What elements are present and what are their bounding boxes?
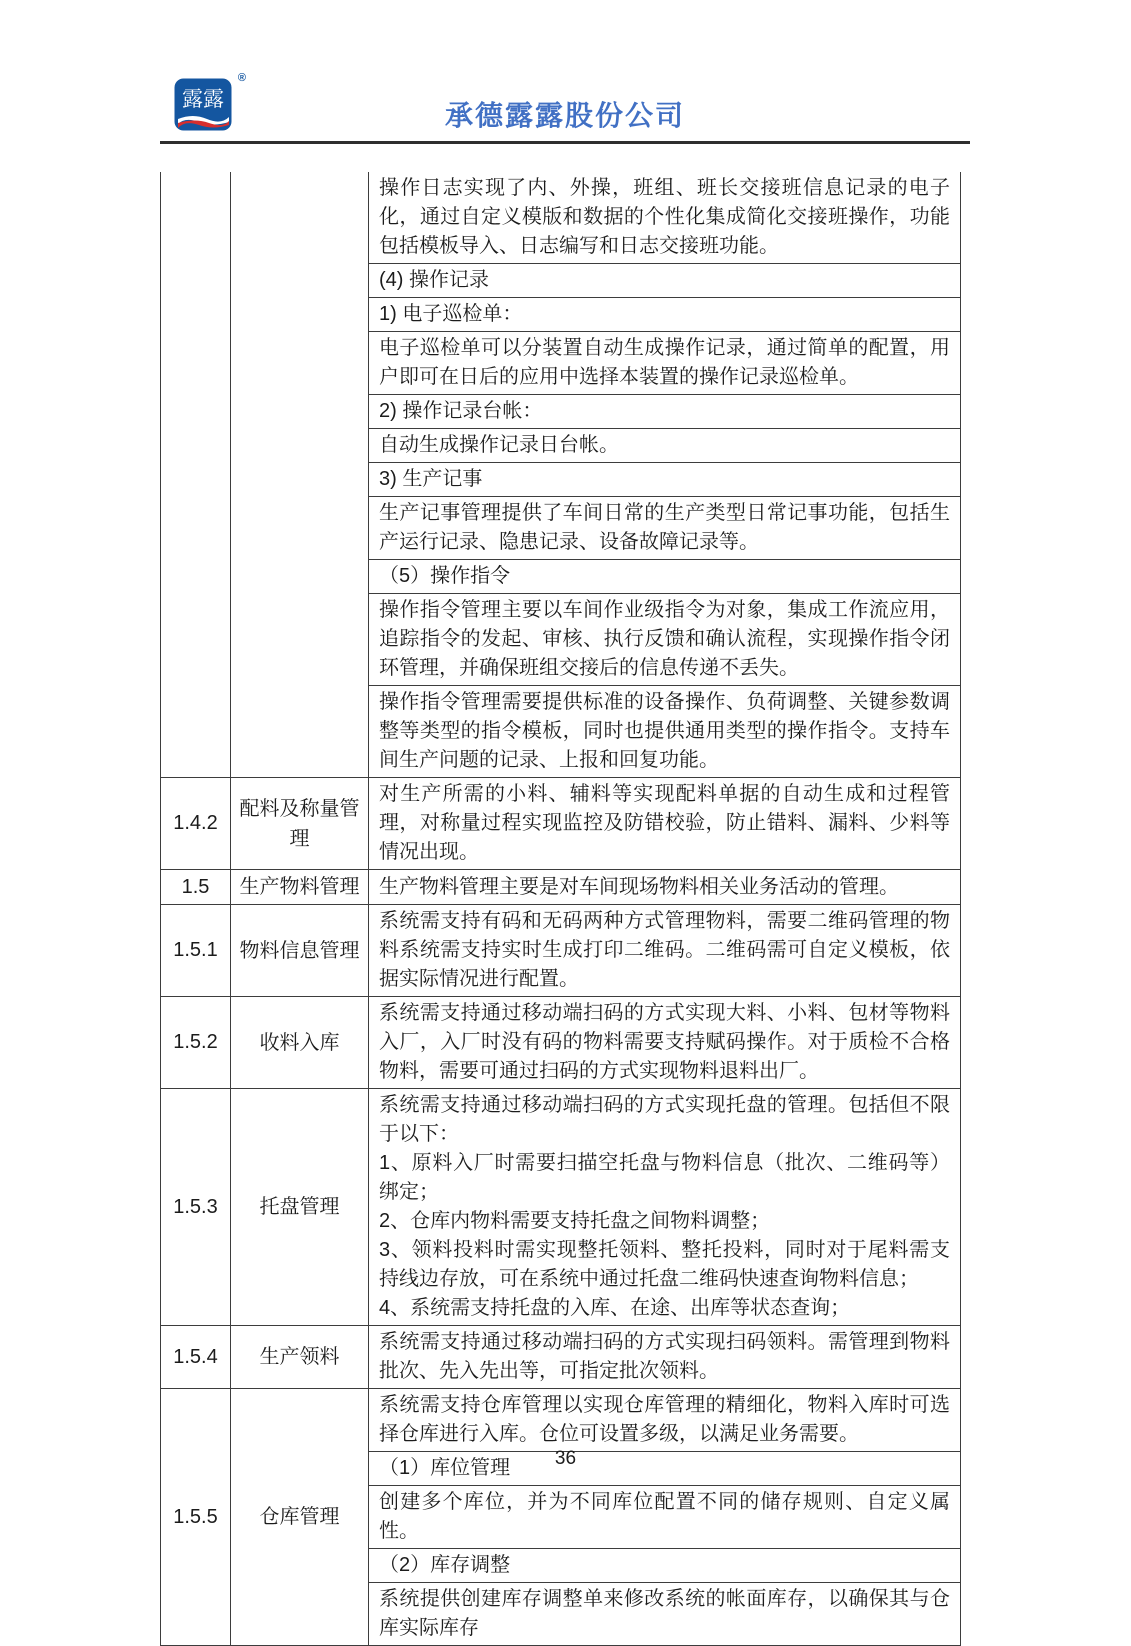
description-cell: [369, 1326, 961, 1389]
description-text: 2、仓库内物料需要支持托盘之间物料调整；: [379, 1210, 771, 1232]
description-text: 操作指令管理主要以车间作业级指令为对象，集成工作流应用，追踪指令的发起、审核、执行反馈和确认流程，实现操作指令闭环管理，并确保班组交接后的信息传递不丢失。: [379, 599, 950, 679]
row-title-cell: 物料信息管理: [231, 905, 369, 997]
description-text: 系统需支持有码和无码两种方式管理物料，需要二维码管理的物料系统需支持实时生成打印二维码。二维码需可自定义模板，依据实际情况进行配置。: [379, 910, 950, 990]
row-number-cell: 1.5.2: [161, 997, 231, 1089]
description-text: 3) 生产记事: [379, 468, 483, 490]
description-text: 操作日志实现了内、外操，班组、班长交接班信息记录的电子化，通过自定义模版和数据的个性化集成简化交接班操作，功能包括模板导入、日志编写和日志交接班功能。: [379, 177, 950, 257]
description-cell: [369, 1389, 961, 1452]
description-cell: [369, 1549, 961, 1583]
description-cell: [369, 332, 961, 395]
row-title-cell: 仓库管理: [231, 1389, 369, 1646]
table-row: [161, 870, 961, 905]
row-number-cell: 1.5.4: [161, 1326, 231, 1389]
table-row: [161, 1326, 961, 1389]
description-cell: [369, 172, 961, 264]
row-title-cell: [231, 172, 369, 778]
table-row: [161, 778, 961, 870]
description-cell: [369, 1089, 961, 1326]
header-divider: [160, 141, 970, 144]
description-text: 自动生成操作记录日台帐。: [379, 434, 619, 456]
requirements-table-wrap: [160, 172, 961, 1646]
description-text: （1）库位管理: [379, 1457, 511, 1479]
description-text: （2）库存调整: [379, 1554, 511, 1576]
table-row: [161, 1089, 961, 1326]
description-cell: [369, 560, 961, 594]
description-text: (4) 操作记录: [379, 269, 489, 291]
row-number-cell: 1.5.5: [161, 1389, 231, 1646]
description-cell: [369, 686, 961, 778]
page-title: 承德露露股份公司: [444, 100, 685, 131]
requirements-table: [160, 172, 961, 1646]
description-text: 生产记事管理提供了车间日常的生产类型日常记事功能，包括生产运行记录、隐患记录、设备故障记录等。: [379, 502, 950, 553]
description-text: 2) 操作记录台帐：: [379, 400, 543, 422]
table-row: [161, 172, 961, 264]
description-text: 操作指令管理需要提供标准的设备操作、负荷调整、关键参数调整等类型的指令模板，同时也提供通用类型的操作指令。支持车间生产问题的记录、上报和回复功能。: [379, 691, 950, 771]
description-text: 4、系统需支持托盘的入库、在途、出库等状态查询；: [379, 1297, 851, 1319]
description-cell: [369, 1583, 961, 1646]
description-cell: [369, 395, 961, 429]
row-number-cell: [161, 172, 231, 778]
description-text: 电子巡检单可以分装置自动生成操作记录，通过简单的配置，用户即可在日后的应用中选择本装置的操作记录巡检单。: [379, 337, 950, 388]
table-row: [161, 1389, 961, 1452]
description-text: 对生产所需的小料、辅料等实现配料单据的自动生成和过程管理，对称量过程实现监控及防错校验，防止错料、漏料、少料等情况出现。: [379, 783, 950, 863]
description-cell: [369, 778, 961, 870]
description-text: 系统需支持通过移动端扫码的方式实现扫码领料。需管理到物料批次、先入先出等，可指定批次领料。: [379, 1331, 950, 1382]
row-title-cell: 生产物料管理: [231, 870, 369, 905]
description-cell: [369, 429, 961, 463]
row-number-cell: 1.5.3: [161, 1089, 231, 1326]
page-header: [160, 0, 970, 172]
description-cell: [369, 463, 961, 497]
description-text: 1) 电子巡检单：: [379, 303, 523, 325]
registered-mark: ®: [237, 72, 246, 84]
logo-text: 露露: [182, 88, 224, 111]
requirements-table-body: [161, 172, 961, 1646]
row-number-cell: 1.5.1: [161, 905, 231, 997]
description-text: 系统需支持通过移动端扫码的方式实现托盘的管理。包括但不限于以下：: [379, 1094, 950, 1145]
description-text: 3、领料投料时需实现整托领料、整托投料，同时对于尾料需支持线边存放，可在系统中通过托盘二维码快速查询物料信息；: [379, 1239, 950, 1290]
description-cell: [369, 905, 961, 997]
row-number-cell: 1.4.2: [161, 778, 231, 870]
description-cell: [369, 870, 961, 905]
description-cell: [369, 1486, 961, 1549]
description-cell: [369, 497, 961, 560]
description-text: （5）操作指令: [379, 565, 511, 587]
description-text: 系统需支持仓库管理以实现仓库管理的精细化，物料入库时可选择仓库进行入库。仓位可设置多级，以满足业务需要。: [379, 1394, 950, 1445]
description-cell: [369, 264, 961, 298]
description-text: 系统需支持通过移动端扫码的方式实现大料、小料、包材等物料入厂，入厂时没有码的物料需要支持赋码操作。对于质检不合格物料，需要可通过扫码的方式实现物料退料出厂。: [379, 1002, 950, 1082]
description-text: 系统提供创建库存调整单来修改系统的帐面库存，以确保其与仓库实际库存: [379, 1588, 950, 1639]
row-title-cell: 生产领料: [231, 1326, 369, 1389]
row-number-cell: 1.5: [161, 870, 231, 905]
row-title-cell: 收料入库: [231, 997, 369, 1089]
table-row: [161, 997, 961, 1089]
description-text: 1、原料入厂时需要扫描空托盘与物料信息（批次、二维码等）绑定；: [379, 1152, 950, 1203]
row-title-cell: 配料及称量管理: [231, 778, 369, 870]
description-text: 创建多个库位，并为不同库位配置不同的储存规则、自定义属性。: [379, 1491, 950, 1542]
row-title-cell: 托盘管理: [231, 1089, 369, 1326]
description-cell: [369, 594, 961, 686]
description-text: 生产物料管理主要是对车间现场物料相关业务活动的管理。: [379, 875, 899, 898]
description-cell: [369, 298, 961, 332]
description-cell: [369, 997, 961, 1089]
table-row: [161, 905, 961, 997]
page-number: 36: [554, 1448, 577, 1469]
